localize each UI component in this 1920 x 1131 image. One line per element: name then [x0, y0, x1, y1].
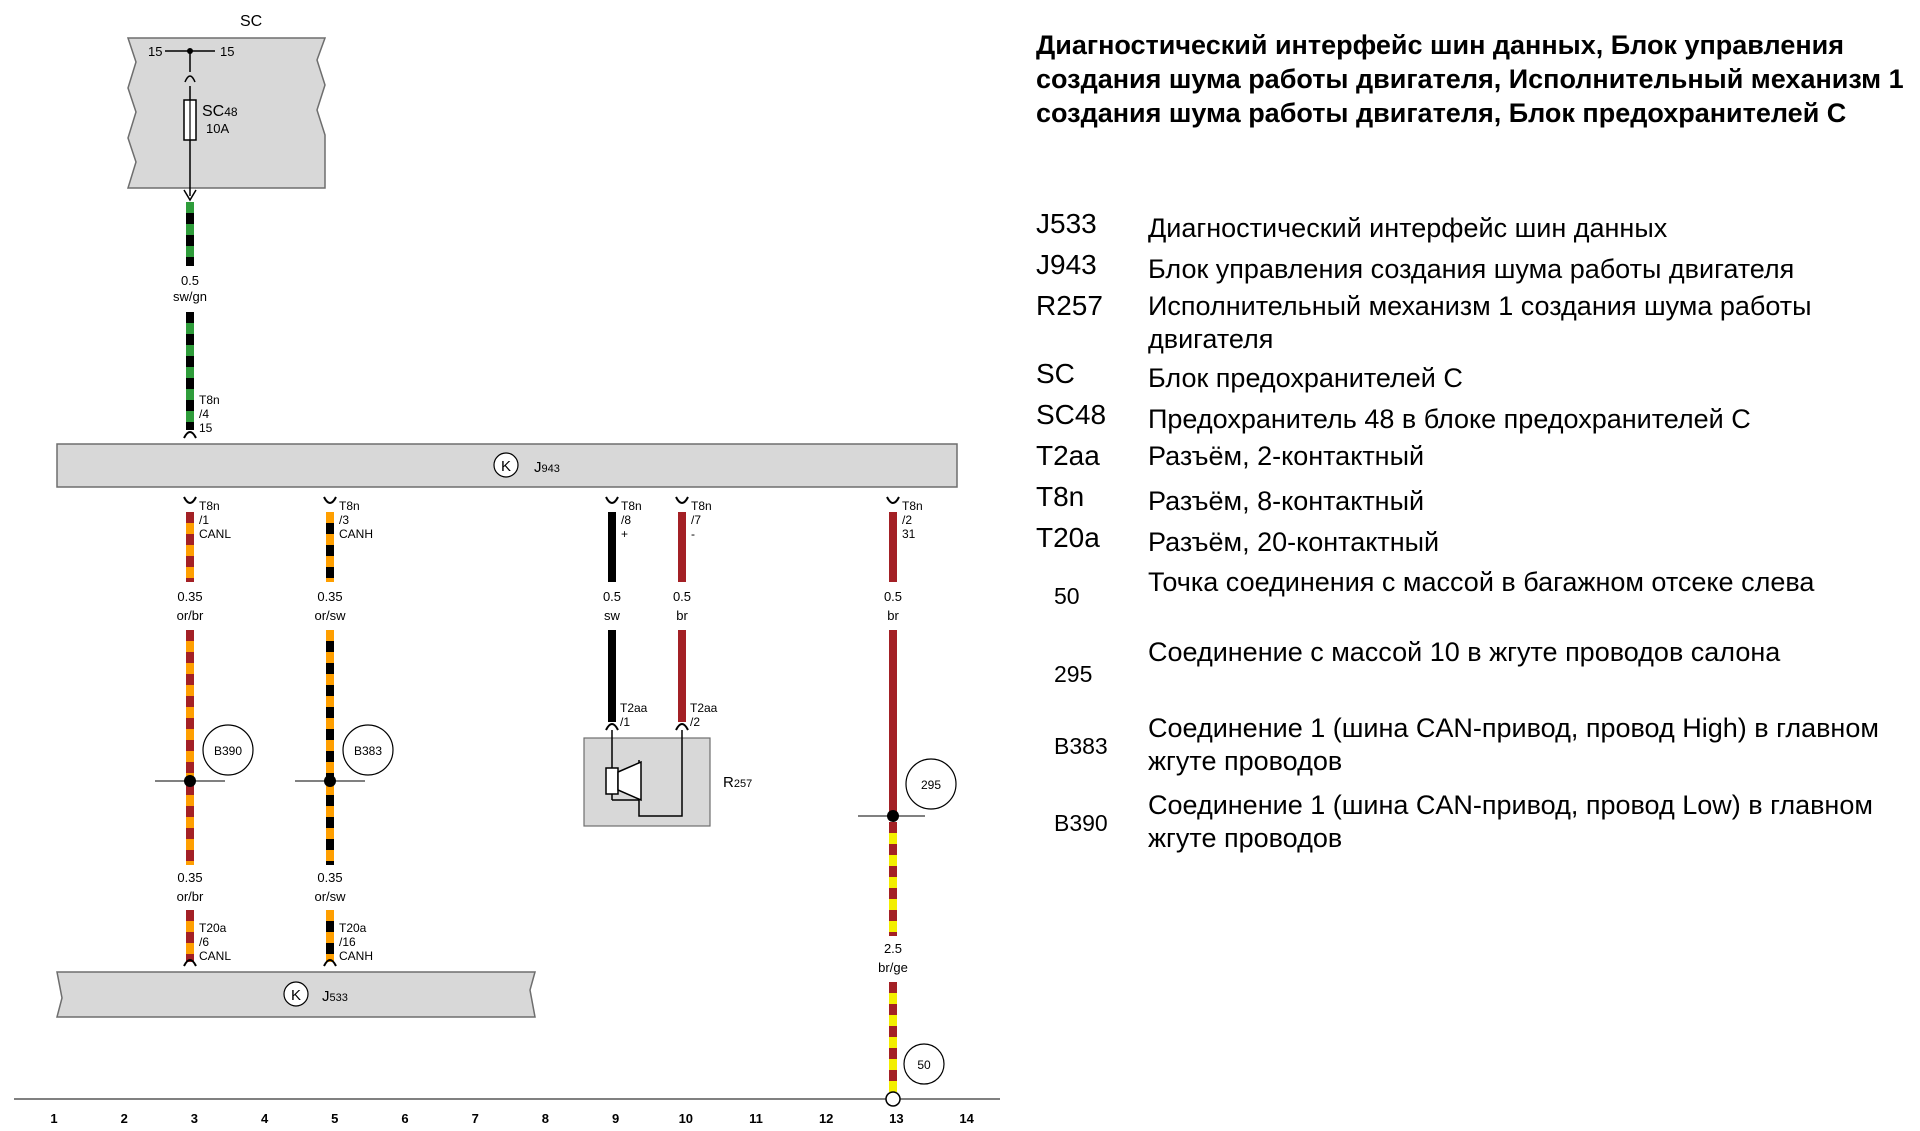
wire-br-ge-ground — [889, 822, 897, 1092]
svg-text:T2aa: T2aa — [690, 701, 718, 715]
wire-segment — [186, 718, 194, 729]
splice-b383-node — [324, 775, 336, 787]
column-number: 1 — [50, 1111, 58, 1126]
fuse-sc48-rating: 10A — [206, 121, 230, 136]
wire-segment — [186, 534, 194, 545]
svg-text:or/br: or/br — [176, 608, 204, 623]
j533-k-text: K — [290, 987, 302, 1004]
splice-b383-label: B383 — [353, 744, 383, 758]
diagram-title: Диагностический интерфейс шин данных, Блок управления создания шума работы двигателя, Исполнительный механизм 1 создания шума работы двигателя, Блок предохранителей C — [1036, 30, 1904, 128]
wire-segment — [889, 822, 897, 833]
wire-segment — [678, 630, 686, 722]
wire-segment — [186, 567, 194, 578]
wire-segment — [186, 400, 194, 411]
svg-text:T8n: T8n — [691, 499, 712, 513]
wire-top-color: sw/gn — [173, 289, 207, 304]
svg-text:0.35: 0.35 — [317, 589, 343, 604]
svg-text:0.5: 0.5 — [883, 589, 903, 604]
wire-segment — [889, 833, 897, 844]
wire-segment — [678, 512, 686, 582]
wire-segment — [186, 943, 194, 954]
wire-segment — [326, 512, 334, 523]
wire-segment — [186, 861, 194, 865]
wire-segment — [889, 899, 897, 910]
wire-segment — [186, 334, 194, 345]
wire-canl-lower-size: 0.35 — [177, 870, 203, 885]
wire-canl-or-br-upper — [186, 512, 194, 865]
wire-segment — [186, 312, 194, 323]
svg-text:0.5: 0.5 — [602, 589, 622, 604]
r257-label: R257 — [723, 774, 753, 791]
svg-text:/8: /8 — [621, 513, 632, 527]
wire-segment — [186, 213, 194, 224]
splice-b390-node — [184, 775, 196, 787]
wire-canh-lower-color: or/sw — [314, 889, 346, 904]
svg-text:T8n: T8n — [621, 499, 642, 513]
wire-segment — [889, 855, 897, 866]
fuse-sc48-label: SC48 — [202, 103, 238, 120]
wire-segment — [186, 356, 194, 367]
wire-segment — [186, 817, 194, 828]
wire-top-pin: /4 — [199, 407, 210, 421]
wire-segment — [889, 1048, 897, 1059]
sc-pin-left: 15 — [148, 44, 163, 59]
wire-segment — [326, 685, 334, 696]
wire-segment — [186, 674, 194, 685]
svg-text:/3: /3 — [339, 513, 350, 527]
wire-segment — [186, 685, 194, 696]
wire-segment — [326, 806, 334, 817]
wire-segment — [186, 630, 194, 641]
svg-text:/1: /1 — [620, 715, 631, 729]
wire-segment — [186, 932, 194, 943]
wire-segment — [186, 422, 194, 430]
wire-segment — [186, 578, 194, 582]
wire-segment — [186, 762, 194, 773]
wire-canl-lower-color: or/br — [176, 889, 204, 904]
wire-segment — [889, 877, 897, 888]
wire-canh-lower-size: 0.35 — [317, 870, 343, 885]
wire-canl-or-br-lower — [186, 910, 194, 962]
wire-segment — [889, 993, 897, 1004]
wire-segment — [608, 512, 616, 582]
wire-segment — [889, 512, 897, 582]
column-number: 4 — [260, 1111, 269, 1126]
svg-text:/1: /1 — [199, 513, 210, 527]
svg-text:T8n: T8n — [339, 499, 360, 513]
wire-segment — [326, 578, 334, 582]
wire-segment — [186, 224, 194, 235]
wire-segment — [186, 740, 194, 751]
svg-text:T20a: T20a — [339, 921, 367, 935]
wire-segment — [186, 523, 194, 534]
wire-segment — [326, 523, 334, 534]
column-number: 13 — [889, 1111, 904, 1126]
wire-segment — [186, 246, 194, 257]
wire-segment — [889, 1004, 897, 1015]
wire-segment — [889, 866, 897, 877]
wire-segment — [186, 663, 194, 674]
wire-segment — [186, 707, 194, 718]
svg-text:CANH: CANH — [339, 949, 374, 963]
wire-segment — [326, 817, 334, 828]
column-number: 7 — [471, 1111, 479, 1126]
svg-text:CANH: CANH — [339, 527, 374, 541]
svg-text:T8n: T8n — [902, 499, 923, 513]
wire-br-ground — [889, 512, 897, 812]
j943-label: J943 — [534, 459, 560, 476]
wire-segment — [186, 652, 194, 663]
column-number: 5 — [331, 1111, 339, 1126]
wire-ground-size: 2.5 — [883, 941, 903, 956]
wire-segment — [889, 844, 897, 855]
wire-segment — [326, 641, 334, 652]
wire-segment — [186, 806, 194, 817]
wire-segment — [326, 718, 334, 729]
svg-text:/6: /6 — [199, 935, 210, 949]
column-number: 6 — [401, 1111, 409, 1126]
wire-segment — [186, 378, 194, 389]
wire-segment — [186, 389, 194, 400]
wire-segment — [186, 751, 194, 762]
wire-segment — [608, 630, 616, 722]
svg-text:CANL: CANL — [199, 949, 232, 963]
wire-segment — [889, 932, 897, 936]
ground-295-node — [887, 810, 899, 822]
wire-segment — [186, 411, 194, 422]
wire-segment — [186, 323, 194, 334]
wire-segment — [326, 707, 334, 718]
wire-segment — [889, 888, 897, 899]
wire-segment — [326, 795, 334, 806]
column-number: 10 — [678, 1111, 694, 1126]
svg-text:CANL: CANL — [199, 527, 232, 541]
wire-segment — [186, 235, 194, 246]
svg-text:/16: /16 — [339, 935, 356, 949]
column-number: 9 — [611, 1111, 620, 1126]
j943-k-text: K — [500, 458, 512, 475]
svg-text:31: 31 — [902, 527, 916, 541]
wire-segment — [326, 556, 334, 567]
wire-segment — [186, 910, 194, 921]
svg-text:br: br — [887, 608, 899, 623]
svg-text:/7: /7 — [691, 513, 702, 527]
column-number: 12 — [818, 1111, 834, 1126]
svg-text:0.5: 0.5 — [672, 589, 692, 604]
wire-segment — [326, 910, 334, 921]
wire-segment — [326, 740, 334, 751]
wire-segment — [326, 674, 334, 685]
wire-segment — [326, 921, 334, 932]
svg-text:T8n: T8n — [199, 499, 220, 513]
wire-segment — [326, 762, 334, 773]
speaker-icon — [606, 768, 618, 794]
column-number: 14 — [959, 1111, 974, 1126]
svg-text:+: + — [621, 527, 629, 541]
wire-segment — [186, 545, 194, 556]
wire-segment — [186, 839, 194, 850]
column-number: 3 — [190, 1111, 199, 1126]
wire-segment — [326, 751, 334, 762]
wire-segment — [326, 567, 334, 578]
wire-segment — [326, 729, 334, 740]
sc-pin-right: 15 — [220, 44, 235, 59]
ground-50-terminal — [886, 1092, 900, 1106]
wire-segment — [326, 861, 334, 865]
wire-top-size: 0.5 — [180, 273, 200, 288]
wire-segment — [326, 943, 334, 954]
wire-segment — [889, 1037, 897, 1048]
column-number: 8 — [541, 1111, 550, 1126]
wire-segment — [889, 910, 897, 921]
wire-sw-gn — [186, 202, 194, 430]
wire-segment — [889, 1081, 897, 1092]
wire-segment — [186, 850, 194, 861]
splice-b390-label: B390 — [213, 744, 243, 758]
wire-segment — [889, 921, 897, 932]
svg-text:br: br — [676, 608, 688, 623]
wire-segment — [186, 367, 194, 378]
wire-segment — [326, 696, 334, 707]
wire-segment — [889, 982, 897, 993]
svg-text:or/sw: or/sw — [314, 608, 346, 623]
ground-50-label: 50 — [917, 1058, 931, 1072]
r257-actuator-box — [584, 738, 710, 826]
wire-segment — [186, 512, 194, 523]
wire-canh-or-sw-upper — [326, 512, 334, 865]
wire-segment — [186, 729, 194, 740]
wire-segment — [889, 1070, 897, 1081]
sc-block-label: SC — [240, 13, 263, 30]
wire-segment — [186, 921, 194, 932]
wire-segment — [186, 641, 194, 652]
wire-top-conn: T8n — [199, 393, 220, 407]
column-number: 2 — [120, 1111, 128, 1126]
wire-segment — [186, 696, 194, 707]
svg-text:/2: /2 — [690, 715, 701, 729]
wire-segment — [889, 1026, 897, 1037]
svg-text:/2: /2 — [902, 513, 913, 527]
wire-segment — [186, 257, 194, 266]
wire-segment — [186, 795, 194, 806]
column-numbers — [50, 1111, 974, 1126]
wire-segment — [186, 202, 194, 213]
conn-t8n-3 — [314, 497, 373, 623]
wire-segment — [889, 630, 897, 812]
conn-t8n-1 — [177, 497, 232, 623]
wire-segment — [326, 630, 334, 641]
ground-295-label: 295 — [920, 778, 942, 792]
wire-segment — [186, 556, 194, 567]
wire-segment — [326, 545, 334, 556]
wire-segment — [889, 1015, 897, 1026]
wire-segment — [326, 828, 334, 839]
svg-text:0.35: 0.35 — [177, 589, 203, 604]
wire-canh-or-sw-lower — [326, 910, 334, 962]
svg-text:T20a: T20a — [199, 921, 227, 935]
wire-ground-color: br/ge — [878, 960, 908, 975]
column-number: 11 — [749, 1111, 763, 1126]
wire-segment — [186, 828, 194, 839]
wire-top-signal: 15 — [199, 421, 213, 435]
wire-segment — [326, 850, 334, 861]
wire-segment — [889, 1059, 897, 1070]
wire-segment — [326, 839, 334, 850]
wire-segment — [186, 345, 194, 356]
j533-label: J533 — [322, 988, 348, 1005]
wire-segment — [326, 534, 334, 545]
svg-text:-: - — [691, 527, 695, 541]
svg-text:sw: sw — [604, 608, 620, 623]
wire-segment — [326, 663, 334, 674]
wire-segment — [326, 932, 334, 943]
wire-segment — [326, 652, 334, 663]
svg-text:T2aa: T2aa — [620, 701, 648, 715]
